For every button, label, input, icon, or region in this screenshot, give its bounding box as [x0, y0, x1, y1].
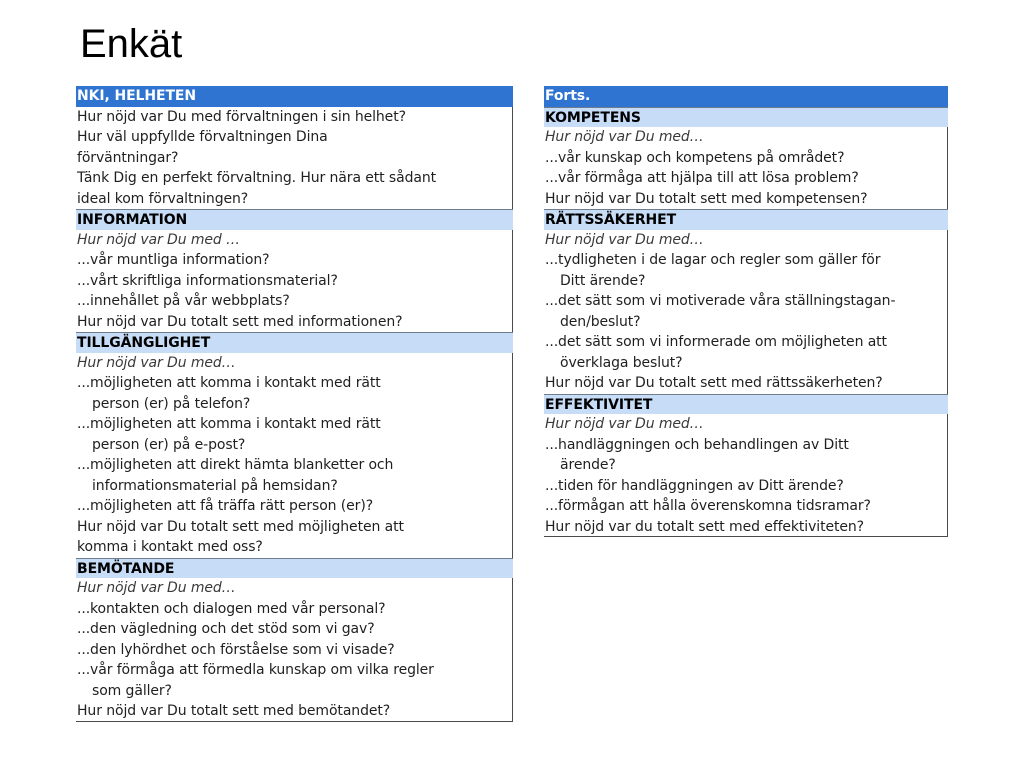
question-intro: Hur nöjd var Du med… — [544, 127, 948, 148]
section-header: NKI, HELHETEN — [76, 86, 513, 107]
survey-question: ...innehållet på vår webbplats? — [76, 291, 513, 312]
page-title: Enkät — [80, 22, 183, 66]
section-title: KOMPETENS — [544, 107, 948, 128]
survey-question-continuation: ärende? — [544, 455, 948, 476]
survey-question: Hur nöjd var Du totalt sett med möjligheten att — [76, 517, 513, 538]
survey-question: ...möjligheten att komma i kontakt med rätt — [76, 373, 513, 394]
survey-question: ...det sätt som vi informerade om möjligheten att — [544, 332, 948, 353]
survey-question: ...kontakten och dialogen med vår personal? — [76, 599, 513, 620]
survey-question: Hur nöjd var Du totalt sett med kompetensen? — [544, 189, 948, 210]
survey-question: ...vår muntliga information? — [76, 250, 513, 271]
question-intro: Hur nöjd var Du med… — [76, 578, 513, 599]
survey-question: ...möjligheten att direkt hämta blanketter och — [76, 455, 513, 476]
survey-question: Tänk Dig en perfekt förvaltning. Hur nära ett sådant — [76, 168, 513, 189]
survey-question-continuation: som gäller? — [76, 681, 513, 702]
survey-question: Hur nöjd var Du totalt sett med rättssäkerheten? — [544, 373, 948, 394]
question-intro: Hur nöjd var Du med… — [76, 353, 513, 374]
question-intro: Hur nöjd var Du med… — [544, 414, 948, 435]
survey-question: förväntningar? — [76, 148, 513, 169]
survey-question: ...möjligheten att komma i kontakt med rätt — [76, 414, 513, 435]
survey-question: ...vår förmåga att hjälpa till att lösa problem? — [544, 168, 948, 189]
section-header: Forts. — [544, 86, 948, 107]
survey-question: ...möjligheten att få träffa rätt person (er)? — [76, 496, 513, 517]
survey-question: Hur väl uppfyllde förvaltningen Dina — [76, 127, 513, 148]
survey-question-continuation: person (er) på telefon? — [76, 394, 513, 415]
survey-question: ...handläggningen och behandlingen av Ditt — [544, 435, 948, 456]
section-title: TILLGÄNGLIGHET — [76, 332, 513, 353]
survey-question: ...den vägledning och det stöd som vi gav? — [76, 619, 513, 640]
survey-question: komma i kontakt med oss? — [76, 537, 513, 558]
survey-question: ideal kom förvaltningen? — [76, 189, 513, 210]
survey-question-continuation: överklaga beslut? — [544, 353, 948, 374]
section-title: BEMÖTANDE — [76, 558, 513, 579]
survey-question: Hur nöjd var Du totalt sett med bemötandet? — [76, 701, 513, 722]
section-title: EFFEKTIVITET — [544, 394, 948, 415]
survey-question: Hur nöjd var Du totalt sett med informationen? — [76, 312, 513, 333]
survey-question-continuation: person (er) på e-post? — [76, 435, 513, 456]
survey-question-continuation: Ditt ärende? — [544, 271, 948, 292]
section-title: RÄTTSSÄKERHET — [544, 209, 948, 230]
survey-column-right — [544, 86, 948, 537]
survey-question: Hur nöjd var Du med förvaltningen i sin helhet? — [76, 107, 513, 128]
survey-column-left — [76, 86, 513, 722]
survey-question: ...förmågan att hålla överenskomna tidsramar? — [544, 496, 948, 517]
survey-question: ...tiden för handläggningen av Ditt ärende? — [544, 476, 948, 497]
survey-question: ...vårt skriftliga informationsmaterial? — [76, 271, 513, 292]
survey-question: ...den lyhördhet och förståelse som vi visade? — [76, 640, 513, 661]
section-title: INFORMATION — [76, 209, 513, 230]
survey-question-continuation: informationsmaterial på hemsidan? — [76, 476, 513, 497]
question-intro: Hur nöjd var Du med… — [544, 230, 948, 251]
question-intro: Hur nöjd var Du med … — [76, 230, 513, 251]
survey-question: Hur nöjd var du totalt sett med effektiviteten? — [544, 517, 948, 538]
survey-question: ...vår kunskap och kompetens på området? — [544, 148, 948, 169]
survey-question: ...tydligheten i de lagar och regler som gäller för — [544, 250, 948, 271]
survey-question: ...vår förmåga att förmedla kunskap om vilka regler — [76, 660, 513, 681]
survey-question: ...det sätt som vi motiverade våra ställningstagan- — [544, 291, 948, 312]
survey-question-continuation: den/beslut? — [544, 312, 948, 333]
